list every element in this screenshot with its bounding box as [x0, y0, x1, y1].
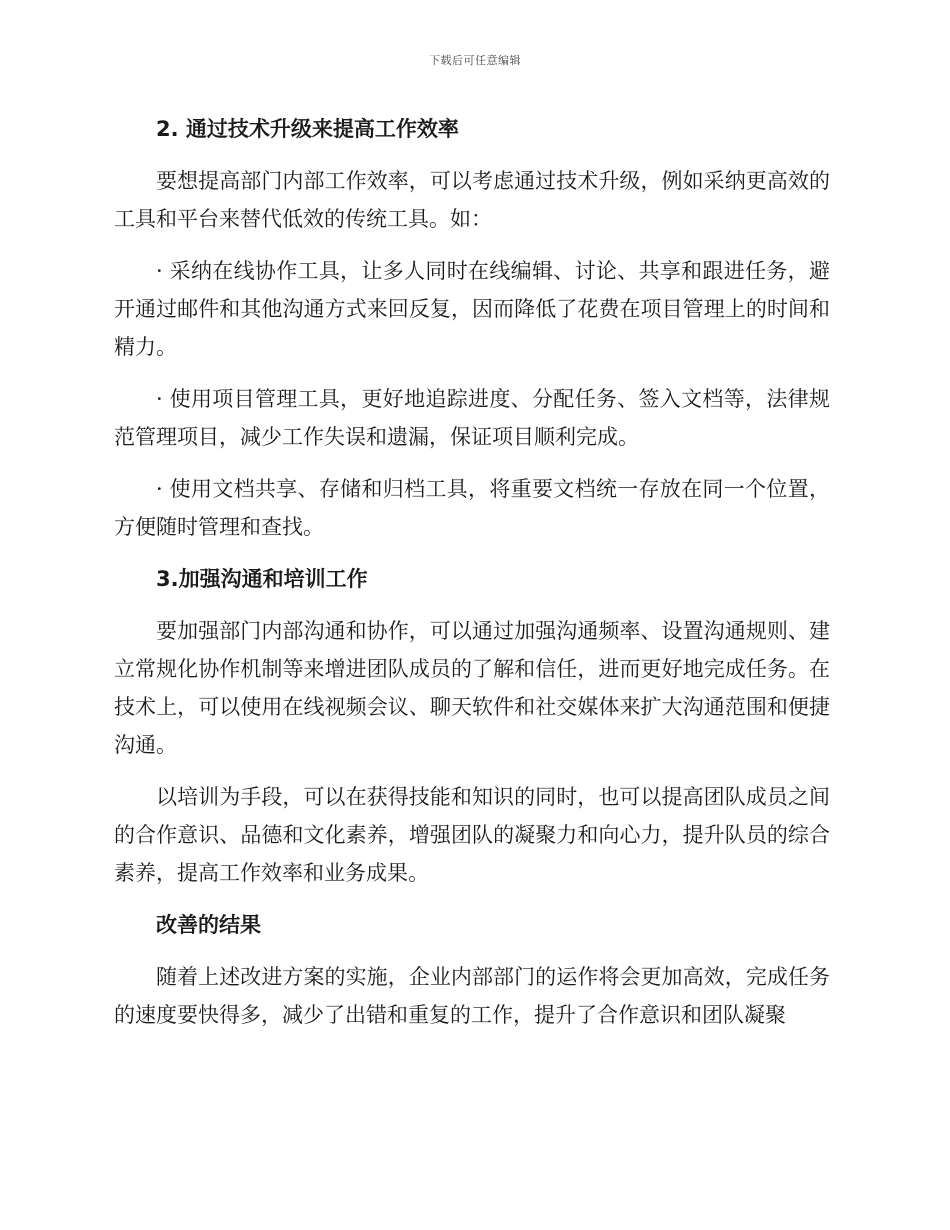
- result-heading: 改善的结果: [156, 913, 261, 937]
- section-2-heading: 2. 通过技术升级来提高工作效率: [156, 117, 459, 141]
- section-3-paragraph-communication: 要加强部门内部沟通和协作，可以通过加强沟通频率、设置沟通规则、建立常规化协作机制等来增进团队成员的了解和信任，进而更好地完成任务。在技术上，可以使用在线视频会议、聊天软件和社交媒体来扩大沟通范围和便捷沟通。: [114, 619, 830, 757]
- bullet-document-sharing: · 使用文档共享、存储和归档工具，将重要文档统一存放在同一个位置，方便随时管理和查找。: [114, 477, 830, 539]
- page-header: 下载后可任意编辑: [429, 54, 521, 67]
- section-2-paragraph: 要想提高部门内部工作效率，可以考虑通过技术升级，例如采纳更高效的工具和平台来替代低效的传统工具。如：: [114, 169, 830, 231]
- bullet-project-management: · 使用项目管理工具，更好地追踪进度、分配任务、签入文档等，法律规范管理项目，减少工作失误和遗漏，保证项目顺利完成。: [114, 387, 830, 449]
- result-paragraph: 随着上述改进方案的实施，企业内部部门的运作将会更加高效，完成任务的速度要快得多，减少了出错和重复的工作，提升了合作意识和团队凝聚: [114, 965, 830, 1027]
- section-3-heading: 3.加强沟通和培训工作: [156, 567, 368, 591]
- section-3-paragraph-training: 以培训为手段，可以在获得技能和知识的同时，也可以提高团队成员之间的合作意识、品德和文化素养，增强团队的凝聚力和向心力，提升队员的综合素养，提高工作效率和业务成果。: [114, 785, 830, 885]
- bullet-online-collaboration: · 采纳在线协作工具，让多人同时在线编辑、讨论、共享和跟进任务，避开通过邮件和其他沟通方式来回反复，因而降低了花费在项目管理上的时间和精力。: [114, 259, 830, 359]
- document-body: [114, 110, 830, 1048]
